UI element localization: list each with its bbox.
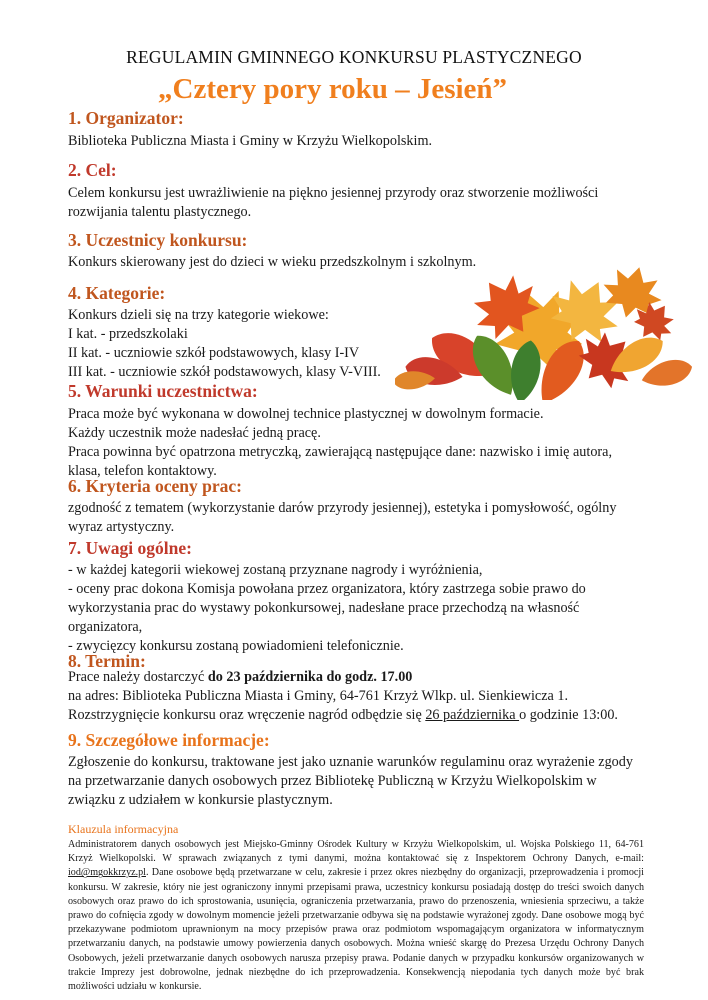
heading-participants: 3. Uczestnicy konkursu: <box>68 230 248 250</box>
heading-details: 9. Szczegółowe informacje: <box>68 730 270 750</box>
information-clause-title: Klauzula informacyjna <box>68 822 179 836</box>
details-text: Zgłoszenie do konkursu, traktowane jest jako uznanie warunków regulaminu oraz wyrażenie zgody na przetwarzanie danych osobowych przez Bibliotekę Publiczną w Krzyżu Wielkopolskim w związku z udziałem w konkursie plastycznym. <box>68 754 633 808</box>
heading-notes: 7. Uwagi ogólne: <box>68 538 192 558</box>
heading-categories: 4. Kategorie: <box>68 283 166 303</box>
heading-conditions: 5. Warunki uczestnictwa: <box>68 381 258 401</box>
heading-criteria: 6. Kryteria oceny prac: <box>68 476 242 496</box>
notes-text: - w każdej kategorii wiekowej zostaną przyznane nagrody i wyróżnienia, - oceny prac dokona Komisja powołana przez organizatora, który zastrzega sobie prawo do wykorzystania prac do wystawy pokonkursowej, nadesłane prace przechodzą na własność organizatora, - zwycięzcy konkursu zostaną powiadomieni telefonicznie. <box>68 562 586 654</box>
goal-text: Celem konkursu jest uwrażliwienie na piękno jesiennej przyrody oraz stworzenie możliwości rozwijania talentu plastycznego. <box>68 185 599 220</box>
autumn-leaves-image <box>395 262 695 400</box>
criteria-text: zgodność z tematem (wykorzystanie darów przyrody jesiennej), estetyka i pomysłowość, ogólny wyraz artystyczny. <box>68 500 617 535</box>
iod-email-link[interactable]: iod@mgokkrzyz.pl <box>68 867 146 879</box>
heading-goal: 2. Cel: <box>68 160 117 180</box>
conditions-text: Praca może być wykonana w dowolnej technice plastycznej w dowolnym formacie. Każdy uczestnik może nadesłać jedną pracę. Praca powinna być opatrzona metryczką, zawierającą następujące dane: nazwisko i imię autora, klasa, telefon kontaktowy. <box>68 406 612 479</box>
document-title: REGULAMIN GMINNEGO KONKURSU PLASTYCZNEGO <box>126 47 582 67</box>
information-clause-text: Administratorem danych osobowych jest Miejsko-Gminny Ośrodek Kultury w Krzyżu Wielkopolskim, ul. Wojska Polskiego 11, 64-761 Krzyż Wielkopolski. W sprawach związanych z tymi danymi, można kontaktować się z Inspektorem Ochrony Danych, e-mail: iod@mgokkrzyz.pl. Dane osobowe będą przetwarzane w celu, zakresie i przez okres niezbędny do organizacji, przeprowadzenia i promocji konkursu. W zakresie, który nie jest ograniczony innymi przepisami prawa, uczestnicy konkursu posiadają dostęp do treści swoich danych osobowych oraz prawo do ich sprostowania, usunięcia, ograniczenia przetwarzania, prawo do przenoszenia, wniesienia sprzeciwu, a także prawo do cofnięcia zgody w dowolnym momencie jeżeli przetwarzanie odbywa się na podstawie wyrażonej zgody. Dane osobowe mogą być przekazywane podmiotom uprawnionym na mocy przepisów prawa oraz podmiotom wspomagającym organizatora w informatycznym przetwarzaniu danych, na podstawie umowy powierzenia danych osobowych. Można wnieść skargę do Prezesa Urzędu Ochrony Danych Osobowych, jeżeli przetwarzanie danych osobowych narusza przepisy prawa. Podanie danych w przypadku konkursów organizowanych w trakcie Imprezy jest dobrowolne, jednak niezbędne do ich przeprowadzenia. Konsekwencją niepodania tych danych może być brak możliwości udziału w konkursie. <box>68 839 644 993</box>
contest-title: „Cztery pory roku – Jesień” <box>158 73 508 105</box>
organizer-text: Biblioteka Publiczna Miasta i Gminy w Krzyżu Wielkopolskim. <box>68 133 433 149</box>
participants-text: Konkurs skierowany jest do dzieci w wieku przedszkolnym i szkolnym. <box>68 254 477 270</box>
heading-organizer: 1. Organizator: <box>68 108 184 128</box>
categories-text: Konkurs dzieli się na trzy kategorie wiekowe: I kat. - przedszkolaki II kat. - uczniowie szkół podstawowych, klasy I-IV III kat. - uczniowie szkół podstawowych, klasy V-VIII. <box>68 307 381 380</box>
heading-deadline: 8. Termin: <box>68 651 146 671</box>
deadline-text: Prace należy dostarczyć do 23 października do godz. 17.00 na adres: Biblioteka Publiczna Miasta i Gminy, 64-761 Krzyż Wlkp. ul. Sienkiewicza 1. Rozstrzygnięcie konkursu oraz wręczenie nagród odbędzie się 26 października o godzinie 13:00. <box>68 669 618 723</box>
